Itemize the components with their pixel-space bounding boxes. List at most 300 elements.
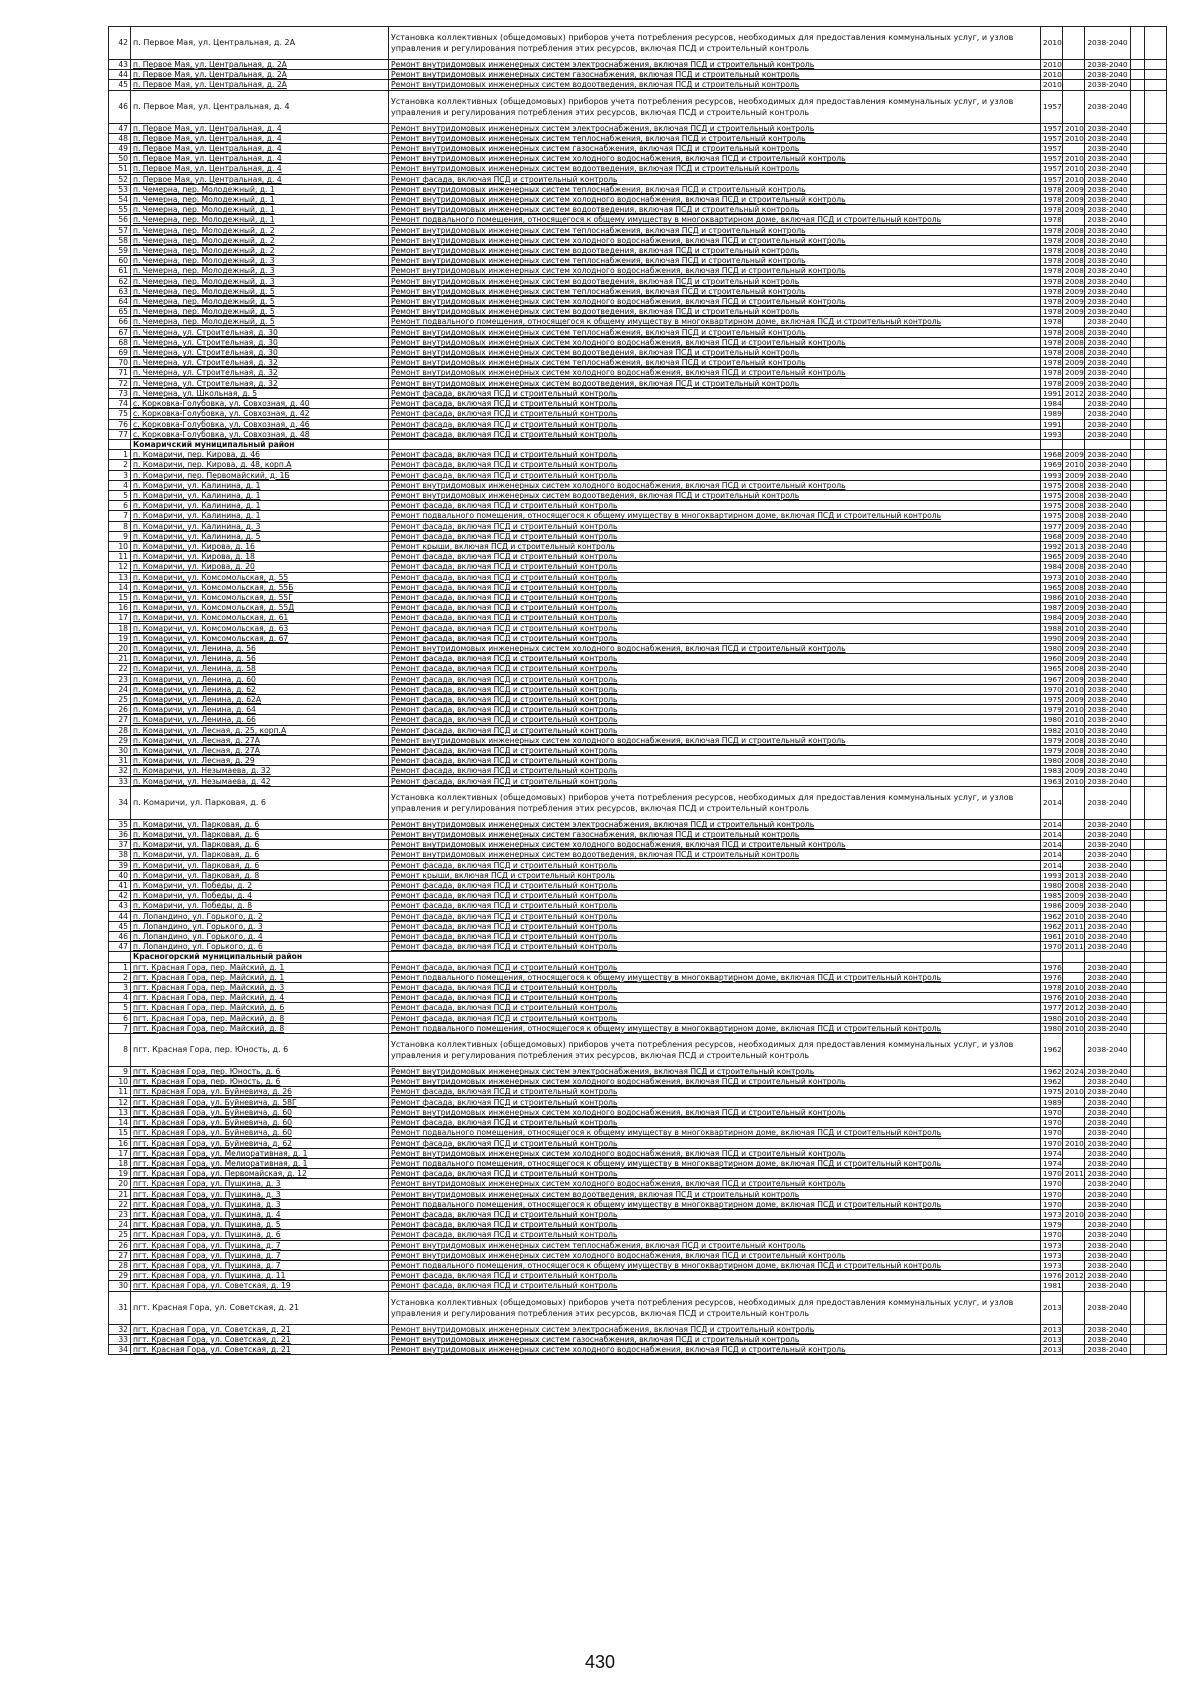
last-repair-year-cell: 2009 — [1063, 643, 1085, 653]
address-cell: п. Комаричи, ул. Ленина, д. 62 — [131, 684, 389, 694]
address-cell: п. Первое Мая, ул. Центральная, д. 4 — [131, 90, 389, 123]
row-number: 63 — [109, 286, 131, 296]
empty-cell — [1145, 932, 1167, 942]
table-row — [109, 327, 1167, 337]
empty-cell — [1131, 870, 1145, 880]
address-cell: п. Комаричи, ул. Ленина, д. 58 — [131, 664, 389, 674]
row-number: 16 — [109, 1138, 131, 1148]
address-cell: п. Комаричи, ул. Калинина, д. 5 — [131, 531, 389, 541]
row-number: 19 — [109, 1169, 131, 1179]
empty-cell — [1145, 531, 1167, 541]
last-repair-year-cell: 2010 — [1063, 1209, 1085, 1219]
table-row — [109, 276, 1167, 286]
build-year-cell: 1977 — [1041, 521, 1063, 531]
planned-period-cell: 2038-2040 — [1085, 266, 1131, 276]
empty-cell — [1145, 972, 1167, 982]
table-row — [109, 450, 1167, 460]
work-type-cell: Ремонт внутридомовых инженерных систем теплоснабжения, включая ПСД и строительный контроль — [389, 184, 1041, 194]
build-year-cell: 1978 — [1041, 297, 1063, 307]
empty-cell — [1131, 205, 1145, 215]
empty-cell — [1131, 705, 1145, 715]
build-year-cell: 1957 — [1041, 144, 1063, 154]
build-year-cell: 1993 — [1041, 470, 1063, 480]
empty-cell — [1145, 27, 1167, 60]
address-cell: пгт. Красная Гора, пер. Майский, д. 1 — [131, 962, 389, 972]
empty-cell — [1131, 133, 1145, 143]
section-empty-cell — [389, 952, 1041, 962]
build-year-cell: 1970 — [1041, 1230, 1063, 1240]
empty-cell — [1145, 1067, 1167, 1077]
work-type-cell: Ремонт фасада, включая ПСД и строительный контроль — [389, 746, 1041, 756]
table-row — [109, 1034, 1167, 1067]
last-repair-year-cell: 2010 — [1063, 725, 1085, 735]
empty-cell — [1131, 60, 1145, 70]
work-type-cell: Ремонт фасада, включая ПСД и строительный контроль — [389, 725, 1041, 735]
work-type-cell: Ремонт внутридомовых инженерных систем холодного водоснабжения, включая ПСД и строительный контроль — [389, 735, 1041, 745]
row-number: 35 — [109, 819, 131, 829]
empty-cell — [1145, 327, 1167, 337]
address-cell: п. Комаричи, ул. Лесная, д. 29 — [131, 756, 389, 766]
last-repair-year-cell: 2012 — [1063, 1003, 1085, 1013]
table-row — [109, 705, 1167, 715]
planned-period-cell: 2038-2040 — [1085, 756, 1131, 766]
table-row — [109, 195, 1167, 205]
empty-cell — [1145, 1107, 1167, 1117]
work-type-cell: Ремонт фасада, включая ПСД и строительный контроль — [389, 174, 1041, 184]
work-type-cell: Ремонт внутридомовых инженерных систем холодного водоснабжения, включая ПСД и строительный контроль — [389, 840, 1041, 850]
row-number: 22 — [109, 664, 131, 674]
table-row — [109, 174, 1167, 184]
empty-cell — [1145, 399, 1167, 409]
planned-period-cell: 2038-2040 — [1085, 215, 1131, 225]
empty-cell — [1145, 419, 1167, 429]
planned-period-cell: 2038-2040 — [1085, 307, 1131, 317]
row-number: 34 — [109, 786, 131, 819]
address-cell: п. Чемерна, пер. Молодежный, д. 5 — [131, 297, 389, 307]
row-number: 43 — [109, 60, 131, 70]
address-cell: п. Комаричи, ул. Комсомольская, д. 55Б — [131, 582, 389, 592]
planned-period-cell: 2038-2040 — [1085, 881, 1131, 891]
table-row — [109, 27, 1167, 60]
row-number: 32 — [109, 1324, 131, 1334]
table-row — [109, 1097, 1167, 1107]
row-number: 4 — [109, 480, 131, 490]
last-repair-year-cell: 2009 — [1063, 654, 1085, 664]
table-row — [109, 870, 1167, 880]
empty-cell — [1145, 911, 1167, 921]
row-number: 30 — [109, 1281, 131, 1291]
work-type-cell: Ремонт внутридомовых инженерных систем теплоснабжения, включая ПСД и строительный контроль — [389, 1240, 1041, 1250]
empty-cell — [1145, 1260, 1167, 1270]
planned-period-cell: 2038-2040 — [1085, 932, 1131, 942]
empty-cell — [1145, 725, 1167, 735]
empty-cell — [1131, 932, 1145, 942]
work-type-cell: Ремонт фасада, включая ПСД и строительный контроль — [389, 562, 1041, 572]
last-repair-year-cell: 2008 — [1063, 480, 1085, 490]
empty-cell — [1145, 1148, 1167, 1158]
empty-cell — [1131, 891, 1145, 901]
row-number: 36 — [109, 830, 131, 840]
planned-period-cell: 2038-2040 — [1085, 388, 1131, 398]
planned-period-cell: 2038-2040 — [1085, 1118, 1131, 1128]
empty-cell — [1145, 60, 1167, 70]
last-repair-year-cell: 2010 — [1063, 123, 1085, 133]
address-cell: п. Чемерна, пер. Молодежный, д. 2 — [131, 235, 389, 245]
row-number: 25 — [109, 1230, 131, 1240]
work-type-cell: Ремонт фасада, включая ПСД и строительный контроль — [389, 921, 1041, 931]
build-year-cell: 2014 — [1041, 860, 1063, 870]
address-cell: пгт. Красная Гора, ул. Советская, д. 21 — [131, 1344, 389, 1354]
work-type-cell: Ремонт фасада, включая ПСД и строительный контроль — [389, 633, 1041, 643]
work-type-cell: Ремонт внутридомовых инженерных систем теплоснабжения, включая ПСД и строительный контроль — [389, 256, 1041, 266]
empty-cell — [1145, 623, 1167, 633]
row-number: 27 — [109, 1250, 131, 1260]
planned-period-cell: 2038-2040 — [1085, 840, 1131, 850]
row-number: 67 — [109, 327, 131, 337]
build-year-cell: 1978 — [1041, 184, 1063, 194]
table-row — [109, 786, 1167, 819]
last-repair-year-cell — [1063, 786, 1085, 819]
row-number: 42 — [109, 891, 131, 901]
address-cell: п. Чемерна, пер. Молодежный, д. 2 — [131, 225, 389, 235]
planned-period-cell: 2038-2040 — [1085, 154, 1131, 164]
work-type-cell: Ремонт внутридомовых инженерных систем водоотведения, включая ПСД и строительный контроль — [389, 246, 1041, 256]
planned-period-cell: 2038-2040 — [1085, 901, 1131, 911]
row-number: 66 — [109, 317, 131, 327]
row-number: 21 — [109, 654, 131, 664]
build-year-cell: 1970 — [1041, 942, 1063, 952]
work-type-cell: Ремонт фасада, включая ПСД и строительный контроль — [389, 1097, 1041, 1107]
table-row — [109, 766, 1167, 776]
last-repair-year-cell: 2008 — [1063, 266, 1085, 276]
empty-cell — [1131, 901, 1145, 911]
last-repair-year-cell — [1063, 1220, 1085, 1230]
table-row — [109, 1003, 1167, 1013]
section-empty-cell — [1145, 439, 1167, 449]
empty-cell — [1145, 1003, 1167, 1013]
last-repair-year-cell: 2008 — [1063, 490, 1085, 500]
capital-repair-table — [108, 26, 1167, 1355]
build-year-cell: 1957 — [1041, 174, 1063, 184]
work-type-cell: Ремонт фасада, включая ПСД и строительный контроль — [389, 776, 1041, 786]
work-type-cell: Ремонт крыши, включая ПСД и строительный контроль — [389, 541, 1041, 551]
row-number: 17 — [109, 613, 131, 623]
build-year-cell: 1973 — [1041, 1240, 1063, 1250]
work-type-cell: Ремонт фасада, включая ПСД и строительный контроль — [389, 983, 1041, 993]
address-cell: пгт. Красная Гора, пер. Майский, д. 4 — [131, 993, 389, 1003]
address-cell: п. Комаричи, ул. Парковая, д. 6 — [131, 819, 389, 829]
address-cell: п. Чемерна, пер. Молодежный, д. 1 — [131, 215, 389, 225]
empty-cell — [1131, 164, 1145, 174]
address-cell: п. Чемерна, ул. Строительная, д. 30 — [131, 337, 389, 347]
row-number: 12 — [109, 1097, 131, 1107]
planned-period-cell: 2038-2040 — [1085, 1334, 1131, 1344]
row-number: 52 — [109, 174, 131, 184]
address-cell: п. Комаричи, ул. Ленина, д. 62А — [131, 694, 389, 704]
last-repair-year-cell: 2009 — [1063, 450, 1085, 460]
table-row — [109, 1158, 1167, 1168]
last-repair-year-cell: 2008 — [1063, 735, 1085, 745]
empty-cell — [1145, 891, 1167, 901]
last-repair-year-cell: 2010 — [1063, 592, 1085, 602]
last-repair-year-cell: 2009 — [1063, 286, 1085, 296]
last-repair-year-cell — [1063, 1324, 1085, 1334]
empty-cell — [1145, 205, 1167, 215]
table-row — [109, 409, 1167, 419]
row-number: 19 — [109, 633, 131, 643]
empty-cell — [1131, 993, 1145, 1003]
planned-period-cell: 2038-2040 — [1085, 317, 1131, 327]
address-cell: п. Комаричи, ул. Лесная, д. 27А — [131, 735, 389, 745]
row-number: 49 — [109, 144, 131, 154]
last-repair-year-cell — [1063, 1118, 1085, 1128]
last-repair-year-cell: 2010 — [1063, 684, 1085, 694]
empty-cell — [1145, 1230, 1167, 1240]
row-number: 60 — [109, 256, 131, 266]
empty-cell — [1145, 256, 1167, 266]
row-number: 72 — [109, 378, 131, 388]
empty-cell — [1131, 552, 1145, 562]
empty-cell — [1131, 1034, 1145, 1067]
table-row — [109, 654, 1167, 664]
last-repair-year-cell: 2010 — [1063, 1138, 1085, 1148]
build-year-cell: 1970 — [1041, 1138, 1063, 1148]
last-repair-year-cell — [1063, 27, 1085, 60]
section-empty-cell — [1145, 952, 1167, 962]
row-number: 10 — [109, 541, 131, 551]
empty-cell — [1145, 1271, 1167, 1281]
build-year-cell: 1981 — [1041, 1281, 1063, 1291]
table-row — [109, 776, 1167, 786]
empty-cell — [1145, 225, 1167, 235]
empty-cell — [1145, 1281, 1167, 1291]
table-row — [109, 184, 1167, 194]
empty-cell — [1145, 664, 1167, 674]
row-number: 44 — [109, 70, 131, 80]
build-year-cell: 1984 — [1041, 562, 1063, 572]
empty-cell — [1145, 409, 1167, 419]
empty-cell — [1131, 327, 1145, 337]
empty-cell — [1145, 450, 1167, 460]
work-type-cell: Ремонт подвального помещения, относящегося к общему имуществу в многоквартирном доме, включая ПСД и строительный контроль — [389, 972, 1041, 982]
address-cell: п. Комаричи, пер. Первомайский, д. 1Б — [131, 470, 389, 480]
table-row — [109, 501, 1167, 511]
row-number: 50 — [109, 154, 131, 164]
address-cell: п. Комаричи, ул. Парковая, д. 6 — [131, 830, 389, 840]
build-year-cell: 1980 — [1041, 1013, 1063, 1023]
build-year-cell: 2014 — [1041, 850, 1063, 860]
planned-period-cell: 2038-2040 — [1085, 613, 1131, 623]
empty-cell — [1145, 756, 1167, 766]
work-type-cell: Ремонт фасада, включая ПСД и строительный контроль — [389, 1087, 1041, 1097]
build-year-cell: 1962 — [1041, 1067, 1063, 1077]
last-repair-year-cell — [1063, 1148, 1085, 1158]
empty-cell — [1131, 501, 1145, 511]
section-empty-cell — [1063, 952, 1085, 962]
row-number: 2 — [109, 972, 131, 982]
row-number: 73 — [109, 388, 131, 398]
empty-cell — [1131, 123, 1145, 133]
row-number: 16 — [109, 603, 131, 613]
planned-period-cell: 2038-2040 — [1085, 1158, 1131, 1168]
empty-cell — [1145, 470, 1167, 480]
table-row — [109, 694, 1167, 704]
planned-period-cell: 2038-2040 — [1085, 348, 1131, 358]
build-year-cell: 1978 — [1041, 266, 1063, 276]
empty-cell — [1131, 1148, 1145, 1158]
address-cell: пгт. Красная Гора, ул. Пушкина, д. 3 — [131, 1179, 389, 1189]
last-repair-year-cell — [1063, 409, 1085, 419]
section-empty-cell — [1085, 952, 1131, 962]
empty-cell — [1131, 388, 1145, 398]
address-cell: п. Комаричи, ул. Ленина, д. 56 — [131, 654, 389, 664]
empty-cell — [1145, 1179, 1167, 1189]
build-year-cell: 1979 — [1041, 1220, 1063, 1230]
build-year-cell: 1975 — [1041, 501, 1063, 511]
empty-cell — [1131, 368, 1145, 378]
table-row — [109, 419, 1167, 429]
planned-period-cell: 2038-2040 — [1085, 1179, 1131, 1189]
build-year-cell: 1969 — [1041, 460, 1063, 470]
build-year-cell: 1979 — [1041, 705, 1063, 715]
build-year-cell: 1970 — [1041, 684, 1063, 694]
table-row — [109, 901, 1167, 911]
last-repair-year-cell — [1063, 819, 1085, 829]
planned-period-cell: 2038-2040 — [1085, 715, 1131, 725]
planned-period-cell: 2038-2040 — [1085, 1023, 1131, 1033]
table-row — [109, 1250, 1167, 1260]
planned-period-cell: 2038-2040 — [1085, 1324, 1131, 1334]
row-number: 18 — [109, 623, 131, 633]
table-row — [109, 623, 1167, 633]
row-number: 14 — [109, 582, 131, 592]
table-row — [109, 860, 1167, 870]
row-number: 29 — [109, 1271, 131, 1281]
table-row — [109, 348, 1167, 358]
table-row — [109, 1107, 1167, 1117]
build-year-cell: 1989 — [1041, 1097, 1063, 1107]
row-number: 56 — [109, 215, 131, 225]
last-repair-year-cell — [1063, 1189, 1085, 1199]
planned-period-cell: 2038-2040 — [1085, 603, 1131, 613]
work-type-cell: Ремонт внутридомовых инженерных систем газоснабжения, включая ПСД и строительный контроль — [389, 830, 1041, 840]
build-year-cell: 1975 — [1041, 694, 1063, 704]
empty-cell — [1145, 154, 1167, 164]
work-type-cell: Ремонт внутридомовых инженерных систем электроснабжения, включая ПСД и строительный контроль — [389, 123, 1041, 133]
last-repair-year-cell — [1063, 60, 1085, 70]
planned-period-cell: 2038-2040 — [1085, 1189, 1131, 1199]
address-cell: пгт. Красная Гора, ул. Пушкина, д. 4 — [131, 1209, 389, 1219]
table-row — [109, 337, 1167, 347]
last-repair-year-cell: 2012 — [1063, 388, 1085, 398]
planned-period-cell: 2038-2040 — [1085, 983, 1131, 993]
empty-cell — [1145, 184, 1167, 194]
empty-cell — [1131, 286, 1145, 296]
work-type-cell: Ремонт внутридомовых инженерных систем холодного водоснабжения, включая ПСД и строительный контроль — [389, 368, 1041, 378]
empty-cell — [1145, 715, 1167, 725]
table-row — [109, 592, 1167, 602]
build-year-cell: 1978 — [1041, 358, 1063, 368]
table-row — [109, 850, 1167, 860]
empty-cell — [1131, 1199, 1145, 1209]
row-number: 24 — [109, 1220, 131, 1230]
last-repair-year-cell: 2009 — [1063, 184, 1085, 194]
table-row — [109, 246, 1167, 256]
planned-period-cell: 2038-2040 — [1085, 643, 1131, 653]
last-repair-year-cell: 2008 — [1063, 881, 1085, 891]
planned-period-cell: 2038-2040 — [1085, 735, 1131, 745]
empty-cell — [1145, 1250, 1167, 1260]
work-type-cell: Ремонт внутридомовых инженерных систем холодного водоснабжения, включая ПСД и строительный контроль — [389, 337, 1041, 347]
empty-cell — [1145, 633, 1167, 643]
last-repair-year-cell — [1063, 1291, 1085, 1324]
table-row — [109, 962, 1167, 972]
table-row — [109, 1118, 1167, 1128]
address-cell: п. Первое Мая, ул. Центральная, д. 2А — [131, 27, 389, 60]
row-number: 15 — [109, 592, 131, 602]
row-number: 33 — [109, 776, 131, 786]
work-type-cell: Ремонт внутридомовых инженерных систем холодного водоснабжения, включая ПСД и строительный контроль — [389, 1077, 1041, 1087]
empty-cell — [1145, 337, 1167, 347]
empty-cell — [1145, 388, 1167, 398]
table-row — [109, 1189, 1167, 1199]
table-row — [109, 1148, 1167, 1158]
address-cell: п. Комаричи, ул. Комсомольская, д. 55 — [131, 572, 389, 582]
last-repair-year-cell: 2008 — [1063, 337, 1085, 347]
empty-cell — [1131, 511, 1145, 521]
row-number: 23 — [109, 1209, 131, 1219]
address-cell: пгт. Красная Гора, ул. Пушкина, д. 3 — [131, 1199, 389, 1209]
table-row — [109, 1240, 1167, 1250]
planned-period-cell: 2038-2040 — [1085, 409, 1131, 419]
address-cell: пгт. Красная Гора, пер. Майский, д. 6 — [131, 1003, 389, 1013]
row-number: 1 — [109, 450, 131, 460]
build-year-cell: 1976 — [1041, 993, 1063, 1003]
address-cell: п. Лопандино, ул. Горького, д. 6 — [131, 942, 389, 952]
row-number: 25 — [109, 694, 131, 704]
build-year-cell: 1960 — [1041, 654, 1063, 664]
last-repair-year-cell — [1063, 144, 1085, 154]
address-cell: пгт. Красная Гора, ул. Пушкина, д. 11 — [131, 1271, 389, 1281]
build-year-cell: 1965 — [1041, 552, 1063, 562]
address-cell: п. Чемерна, пер. Молодежный, д. 3 — [131, 276, 389, 286]
row-number: 7 — [109, 511, 131, 521]
planned-period-cell: 2038-2040 — [1085, 531, 1131, 541]
empty-cell — [1145, 684, 1167, 694]
planned-period-cell: 2038-2040 — [1085, 1230, 1131, 1240]
table-row — [109, 891, 1167, 901]
row-number: 41 — [109, 881, 131, 891]
table-row — [109, 80, 1167, 90]
work-type-cell: Ремонт фасада, включая ПСД и строительный контроль — [389, 705, 1041, 715]
last-repair-year-cell — [1063, 1128, 1085, 1138]
row-number: 20 — [109, 1179, 131, 1189]
planned-period-cell: 2038-2040 — [1085, 725, 1131, 735]
empty-cell — [1131, 1220, 1145, 1230]
address-cell: п. Чемерна, пер. Молодежный, д. 1 — [131, 195, 389, 205]
empty-cell — [1145, 501, 1167, 511]
work-type-cell: Ремонт фасада, включая ПСД и строительный контроль — [389, 409, 1041, 419]
planned-period-cell: 2038-2040 — [1085, 90, 1131, 123]
empty-cell — [1131, 1240, 1145, 1250]
row-number: 8 — [109, 521, 131, 531]
table-row — [109, 715, 1167, 725]
planned-period-cell: 2038-2040 — [1085, 195, 1131, 205]
planned-period-cell: 2038-2040 — [1085, 327, 1131, 337]
build-year-cell: 1965 — [1041, 664, 1063, 674]
table-row — [109, 358, 1167, 368]
build-year-cell: 1974 — [1041, 1158, 1063, 1168]
